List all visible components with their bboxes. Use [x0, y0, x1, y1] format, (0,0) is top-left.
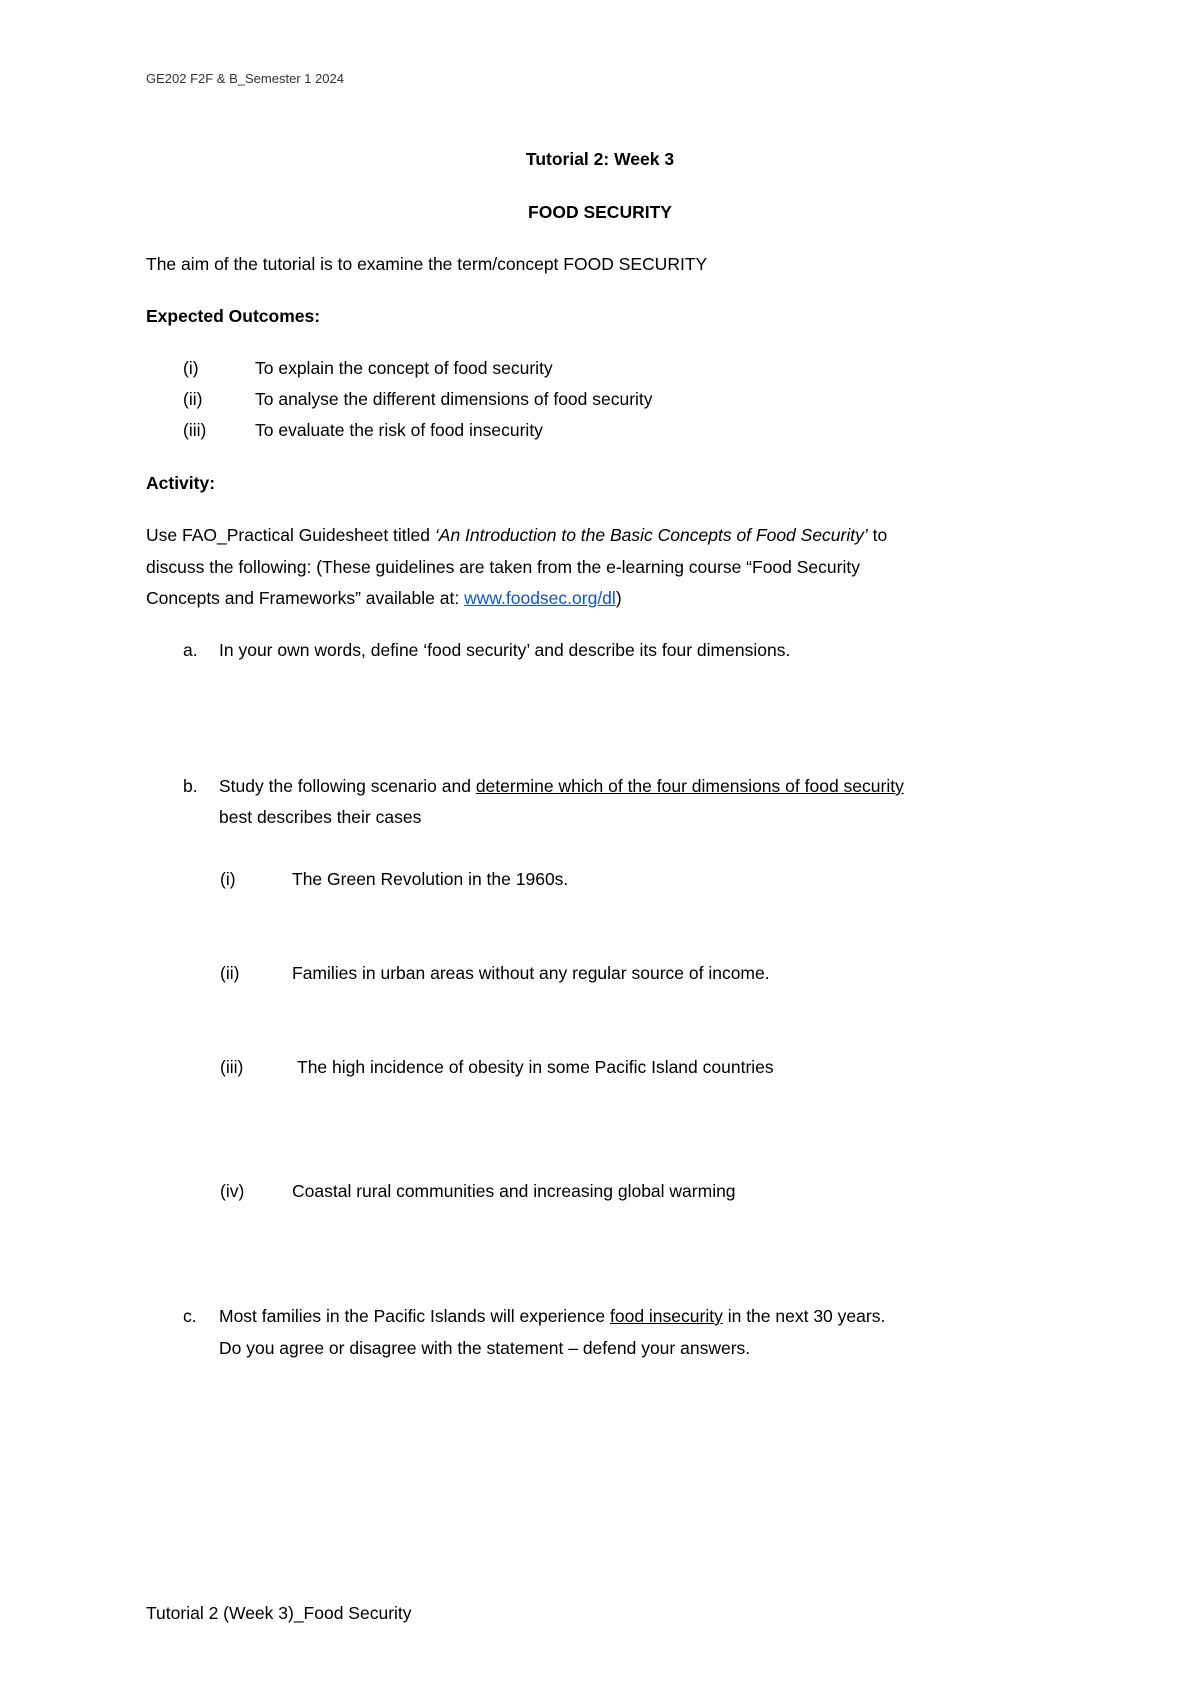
- scenario-text: The high incidence of obesity in some Pacific Island countries: [297, 1057, 774, 1077]
- page-subtitle: FOOD SECURITY: [528, 202, 672, 222]
- document-header: GE202 F2F & B_Semester 1 2024: [146, 71, 344, 86]
- outcome-number: (iii): [183, 420, 207, 440]
- question-text: In your own words, define ‘food security’ and describe its four dimensions.: [219, 640, 791, 660]
- question-label: c.: [183, 1306, 197, 1326]
- scenario-text: The Green Revolution in the 1960s.: [292, 869, 569, 889]
- scenario-text: Families in urban areas without any regular source of income.: [292, 963, 770, 983]
- question-text-part: Study the following scenario and: [219, 776, 476, 796]
- outcome-number: (ii): [183, 389, 203, 409]
- activity-line: discuss the following: (These guidelines are taken from the e-learning course “Food Security: [146, 557, 860, 577]
- activity-line: [146, 525, 887, 546]
- scenario-number: (iii): [220, 1057, 244, 1077]
- outcome-text: To explain the concept of food security: [255, 358, 553, 378]
- guidesheet-title: ‘An Introduction to the Basic Concepts of Food Security’: [434, 525, 868, 545]
- activity-text: Use FAO_Practical Guidesheet titled: [146, 525, 435, 545]
- question-label: b.: [183, 776, 198, 796]
- question-text-part: Most families in the Pacific Islands will experience: [219, 1306, 610, 1326]
- scenario-text: Coastal rural communities and increasing global warming: [292, 1181, 736, 1201]
- foodsec-link[interactable]: www.foodsec.org/dl: [464, 588, 616, 608]
- document-footer: Tutorial 2 (Week 3)_Food Security: [146, 1603, 412, 1623]
- activity-line: [146, 588, 622, 609]
- outcome-text: To analyse the different dimensions of food security: [255, 389, 653, 409]
- aim-statement: The aim of the tutorial is to examine the term/concept FOOD SECURITY: [146, 254, 708, 274]
- scenario-number: (ii): [220, 963, 240, 983]
- question-text: [219, 776, 904, 797]
- outcome-number: (i): [183, 358, 199, 378]
- question-text: Do you agree or disagree with the statement – defend your answers.: [219, 1338, 751, 1358]
- page-title: Tutorial 2: Week 3: [525, 149, 675, 169]
- activity-text: ): [615, 588, 622, 608]
- activity-text: to: [867, 525, 888, 545]
- outcome-text: To evaluate the risk of food insecurity: [255, 420, 543, 440]
- question-text-part: in the next 30 years.: [722, 1306, 886, 1326]
- scenario-number: (iv): [220, 1181, 245, 1201]
- activity-heading: Activity:: [146, 473, 216, 493]
- outcomes-heading: Expected Outcomes:: [146, 306, 321, 326]
- scenario-number: (i): [220, 869, 236, 889]
- question-emphasis: determine which of the four dimensions of food security: [475, 776, 904, 796]
- question-text: [219, 1306, 885, 1327]
- activity-text: Concepts and Frameworks” available at:: [146, 588, 465, 608]
- question-emphasis: food insecurity: [610, 1306, 723, 1326]
- question-text: best describes their cases: [219, 807, 422, 827]
- question-label: a.: [183, 640, 198, 660]
